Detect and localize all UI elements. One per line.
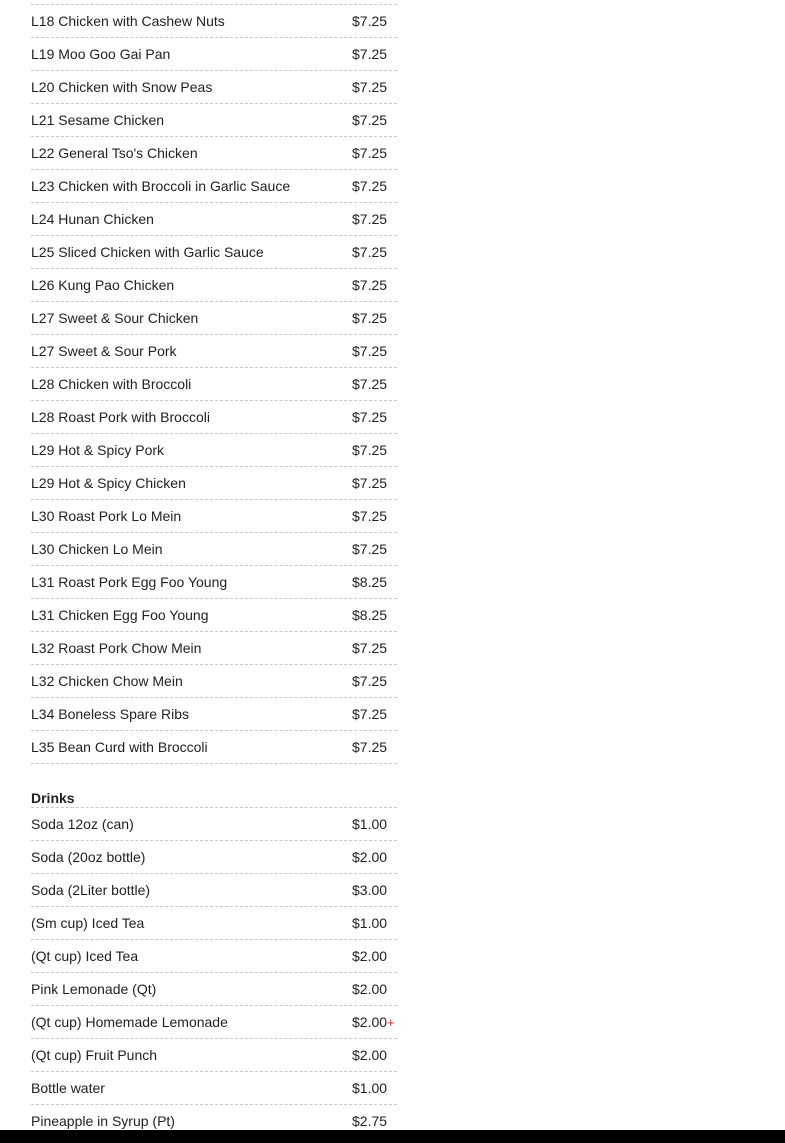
menu-item-row[interactable] (31, 203, 397, 236)
menu-item-price: $8.25 (352, 574, 388, 590)
menu-item-price (352, 915, 397, 931)
menu-item-price: $7.25 (352, 706, 388, 722)
menu-item-price: $7.25 (352, 343, 388, 359)
menu-item-row[interactable] (31, 71, 397, 104)
menu-item-name: L28 Roast Pork with Broccoli (31, 409, 210, 425)
menu-item-price: $7.25 (352, 640, 388, 656)
menu-item-row[interactable] (31, 566, 397, 599)
menu-item-price: $7.25 (352, 13, 388, 29)
menu-item-price (352, 849, 397, 865)
menu-item-row[interactable] (31, 1072, 397, 1105)
price-value: $2.00 (352, 981, 388, 997)
menu-item-name: Bottle water (31, 1080, 105, 1096)
price-value: $2.75 (352, 1113, 388, 1129)
menu-item-row[interactable] (31, 269, 397, 302)
menu-item-price: $7.25 (352, 112, 388, 128)
menu-item-row[interactable] (31, 38, 397, 71)
menu-item-row[interactable] (31, 236, 397, 269)
menu-item-name: Soda 12oz (can) (31, 816, 134, 832)
menu-item-row[interactable] (31, 434, 397, 467)
price-value: $2.00 (352, 849, 388, 865)
section-title-drinks: Drinks (31, 786, 397, 808)
menu-item-price (352, 882, 397, 898)
price-value: $1.00 (352, 1080, 388, 1096)
menu-item-name: L19 Moo Goo Gai Pan (31, 46, 171, 62)
menu-item-name: L24 Hunan Chicken (31, 211, 154, 227)
menu-item-name: L31 Roast Pork Egg Foo Young (31, 574, 228, 590)
menu-item-row[interactable] (31, 841, 397, 874)
menu-item-price: $7.25 (352, 244, 388, 260)
menu-item-name: Soda (2Liter bottle) (31, 882, 151, 898)
menu-item-price: $8.25 (352, 607, 388, 623)
menu-item-price: $7.25 (352, 145, 388, 161)
menu-item-row[interactable] (31, 104, 397, 137)
menu-item-row[interactable] (31, 874, 397, 907)
price-value: $1.00 (352, 915, 388, 931)
menu-item-row[interactable] (31, 808, 397, 841)
menu-item-row[interactable] (31, 665, 397, 698)
menu-item-name: (Qt cup) Homemade Lemonade (31, 1014, 228, 1030)
menu-item-row[interactable] (31, 467, 397, 500)
menu-item-name: L27 Sweet & Sour Pork (31, 343, 177, 359)
menu-item-row[interactable] (31, 137, 397, 170)
menu-item-name: L32 Roast Pork Chow Mein (31, 640, 202, 656)
menu-item-row[interactable] (31, 698, 397, 731)
menu-item-price (352, 1047, 397, 1063)
menu-item-name: L35 Bean Curd with Broccoli (31, 739, 208, 755)
menu-item-price: $7.25 (352, 541, 388, 557)
menu-item-name: L30 Chicken Lo Mein (31, 541, 163, 557)
menu-item-price: $7.25 (352, 409, 388, 425)
menu-item-name: L18 Chicken with Cashew Nuts (31, 13, 225, 29)
menu-item-row[interactable] (31, 401, 397, 434)
menu-item-name: (Qt cup) Iced Tea (31, 948, 139, 964)
price-value: $1.00 (352, 816, 388, 832)
menu-item-price (352, 948, 397, 964)
lunch-items-list (31, 4, 397, 764)
price-value: $3.00 (352, 882, 388, 898)
menu-item-name: (Qt cup) Fruit Punch (31, 1047, 158, 1063)
plus-icon[interactable]: + (387, 1015, 395, 1030)
menu-item-price (352, 981, 397, 997)
bottom-bar (0, 1130, 785, 1143)
menu-item-row[interactable] (31, 533, 397, 566)
menu-item-price: $7.25 (352, 277, 388, 293)
menu-item-price: $7.25 (352, 79, 388, 95)
menu-item-row[interactable] (31, 1039, 397, 1072)
menu-item-price (352, 1014, 397, 1030)
menu-item-price: $7.25 (352, 46, 388, 62)
menu-item-name: L28 Chicken with Broccoli (31, 376, 192, 392)
menu-item-price: $7.25 (352, 376, 388, 392)
menu-item-price: $7.25 (352, 508, 388, 524)
menu-item-row[interactable] (31, 368, 397, 401)
menu-item-name: Soda (20oz bottle) (31, 849, 146, 865)
menu-item-name: L32 Chicken Chow Mein (31, 673, 183, 689)
menu-item-row[interactable] (31, 1006, 397, 1039)
menu-item-row[interactable] (31, 731, 397, 764)
menu-item-name: L25 Sliced Chicken with Garlic Sauce (31, 244, 264, 260)
menu-item-price: $7.25 (352, 211, 388, 227)
menu-item-row[interactable] (31, 940, 397, 973)
menu-item-name: L20 Chicken with Snow Peas (31, 79, 213, 95)
menu-item-row[interactable] (31, 632, 397, 665)
menu-item-price (352, 1113, 397, 1129)
menu-item-row[interactable] (31, 302, 397, 335)
menu-item-name: L30 Roast Pork Lo Mein (31, 508, 182, 524)
drinks-list (31, 808, 397, 1138)
menu-item-price: $7.25 (352, 442, 388, 458)
menu-item-price: $7.25 (352, 178, 388, 194)
price-value: $2.00 (352, 1014, 388, 1030)
menu-item-price (352, 1080, 397, 1096)
menu-item-name: L29 Hot & Spicy Chicken (31, 475, 186, 491)
menu-list (31, 4, 397, 1138)
menu-item-name: L29 Hot & Spicy Pork (31, 442, 165, 458)
menu-item-name: Pink Lemonade (Qt) (31, 981, 157, 997)
menu-item-name: L31 Chicken Egg Foo Young (31, 607, 209, 623)
menu-item-row[interactable] (31, 907, 397, 940)
menu-item-name: L23 Chicken with Broccoli in Garlic Sauce (31, 178, 291, 194)
menu-item-name: L34 Boneless Spare Ribs (31, 706, 189, 722)
menu-item-name: (Sm cup) Iced Tea (31, 915, 145, 931)
menu-item-row[interactable] (31, 4, 397, 38)
price-value: $2.00 (352, 948, 388, 964)
menu-item-price (352, 816, 397, 832)
menu-item-name: L22 General Tso's Chicken (31, 145, 198, 161)
menu-item-row[interactable] (31, 170, 397, 203)
menu-item-row[interactable] (31, 599, 397, 632)
menu-item-price: $7.25 (352, 739, 388, 755)
menu-item-price: $7.25 (352, 310, 388, 326)
menu-item-name: L21 Sesame Chicken (31, 112, 165, 128)
menu-item-name: Pineapple in Syrup (Pt) (31, 1113, 175, 1129)
price-value: $2.00 (352, 1047, 388, 1063)
menu-item-row[interactable] (31, 973, 397, 1006)
menu-item-name: L27 Sweet & Sour Chicken (31, 310, 199, 326)
menu-item-name: L26 Kung Pao Chicken (31, 277, 175, 293)
menu-item-row[interactable] (31, 335, 397, 368)
menu-item-row[interactable] (31, 500, 397, 533)
menu-item-price: $7.25 (352, 475, 388, 491)
menu-item-price: $7.25 (352, 673, 388, 689)
